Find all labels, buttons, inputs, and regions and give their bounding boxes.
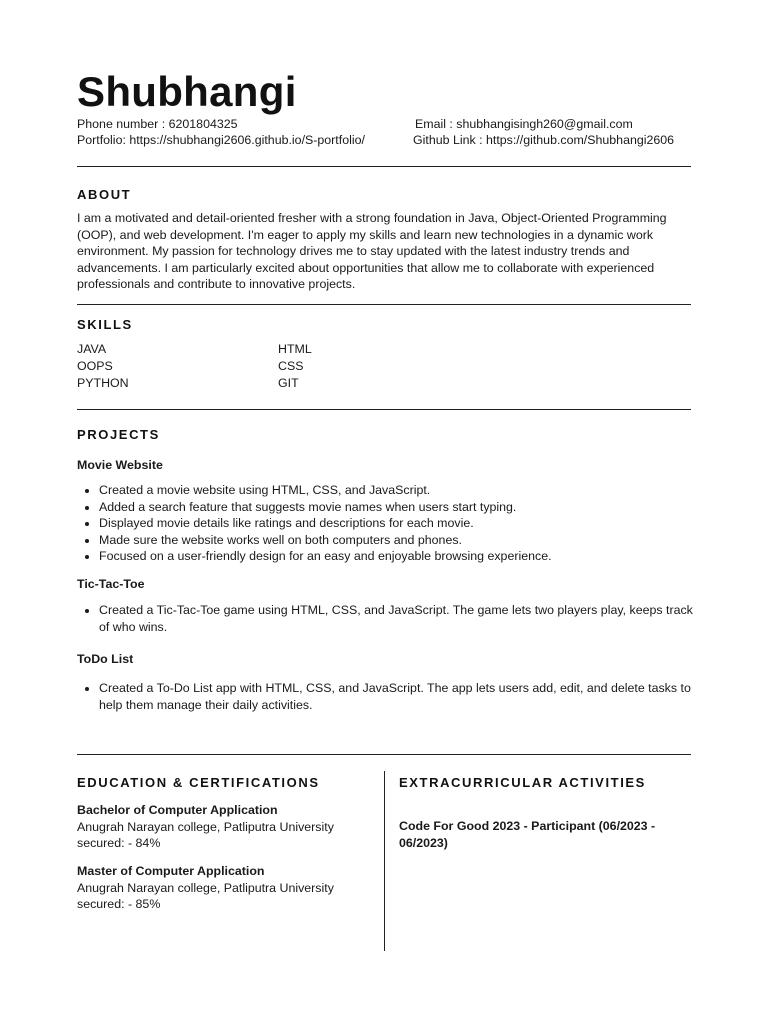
column-divider — [384, 771, 385, 951]
skill-item: JAVA — [77, 342, 107, 356]
portfolio-link[interactable]: Portfolio: https://shubhangi2606.github.io/S-portfolio/ — [77, 133, 365, 147]
bullet-item: • Displayed movie details like ratings and descriptions for each movie. — [99, 515, 709, 532]
extracurricular-heading: EXTRACURRICULAR ACTIVITIES — [399, 775, 646, 790]
email-address[interactable]: Email : shubhangisingh260@gmail.com — [415, 117, 633, 131]
phone-number: Phone number : 6201804325 — [77, 117, 238, 131]
candidate-name: Shubhangi — [77, 68, 297, 115]
bullet-item: • Made sure the website works well on both computers and phones. — [99, 532, 709, 549]
extracurricular-item: Code For Good 2023 - Participant (06/2023 - 06/2023) — [399, 819, 656, 850]
project-title: Tic-Tac-Toe — [77, 577, 145, 591]
about-heading: ABOUT — [77, 187, 132, 202]
bullet-item: • Created a movie website using HTML, CSS, and JavaScript. — [99, 482, 709, 499]
skill-item: PYTHON — [77, 376, 129, 390]
github-link[interactable]: Github Link : https://github.com/Shubhangi2606 — [413, 133, 675, 147]
bullet-item: • Added a search feature that suggests movie names when users start typing. — [99, 499, 709, 516]
project-bullets — [77, 680, 695, 713]
skill-item: OOPS — [77, 359, 113, 373]
project-bullets — [77, 602, 695, 635]
skills-heading: SKILLS — [77, 317, 133, 332]
project-title: Movie Website — [77, 458, 163, 472]
institution-name: Anugrah Narayan college, Patliputra University — [77, 880, 334, 895]
skill-item: CSS — [278, 359, 304, 373]
institution-name: Anugrah Narayan college, Patliputra University — [77, 819, 334, 834]
education-heading: EDUCATION & CERTIFICATIONS — [77, 775, 320, 790]
project-bullets — [77, 482, 709, 565]
skill-item: GIT — [278, 376, 299, 390]
divider — [77, 304, 691, 305]
education-entry — [77, 863, 367, 913]
skill-item: HTML — [278, 342, 312, 356]
divider — [77, 409, 691, 410]
score-text: secured: - 84% — [77, 836, 161, 851]
about-text: I am a motivated and detail-oriented fresher with a strong foundation in Java, Object-Oriented Programming (OOP), and web development. I'm eager to apply my skills and learn new technologies in a dynamic work environment. My passion for technology drives me to stay updated with the latest industry trends and advancements. I am particularly excited about opportunities that allow me to collaborate with experienced professionals and contribute to innovative projects. — [77, 211, 667, 292]
bullet-item: • Created a To-Do List app with HTML, CSS, and JavaScript. The app lets users add, edit, and delete tasks to help them manage their daily activities. — [99, 680, 695, 713]
divider — [77, 166, 691, 167]
bullet-item: • Created a Tic-Tac-Toe game using HTML, CSS, and JavaScript. The game lets two players play, keeps track of who wins. — [99, 602, 695, 635]
bullet-item: • Focused on a user-friendly design for an easy and enjoyable browsing experience. — [99, 548, 709, 565]
education-entry — [77, 802, 367, 852]
projects-heading: PROJECTS — [77, 427, 160, 442]
score-text: secured: - 85% — [77, 897, 161, 912]
degree-name: Bachelor of Computer Application — [77, 803, 278, 817]
divider — [77, 754, 691, 755]
degree-name: Master of Computer Application — [77, 864, 265, 878]
project-title: ToDo List — [77, 652, 134, 666]
